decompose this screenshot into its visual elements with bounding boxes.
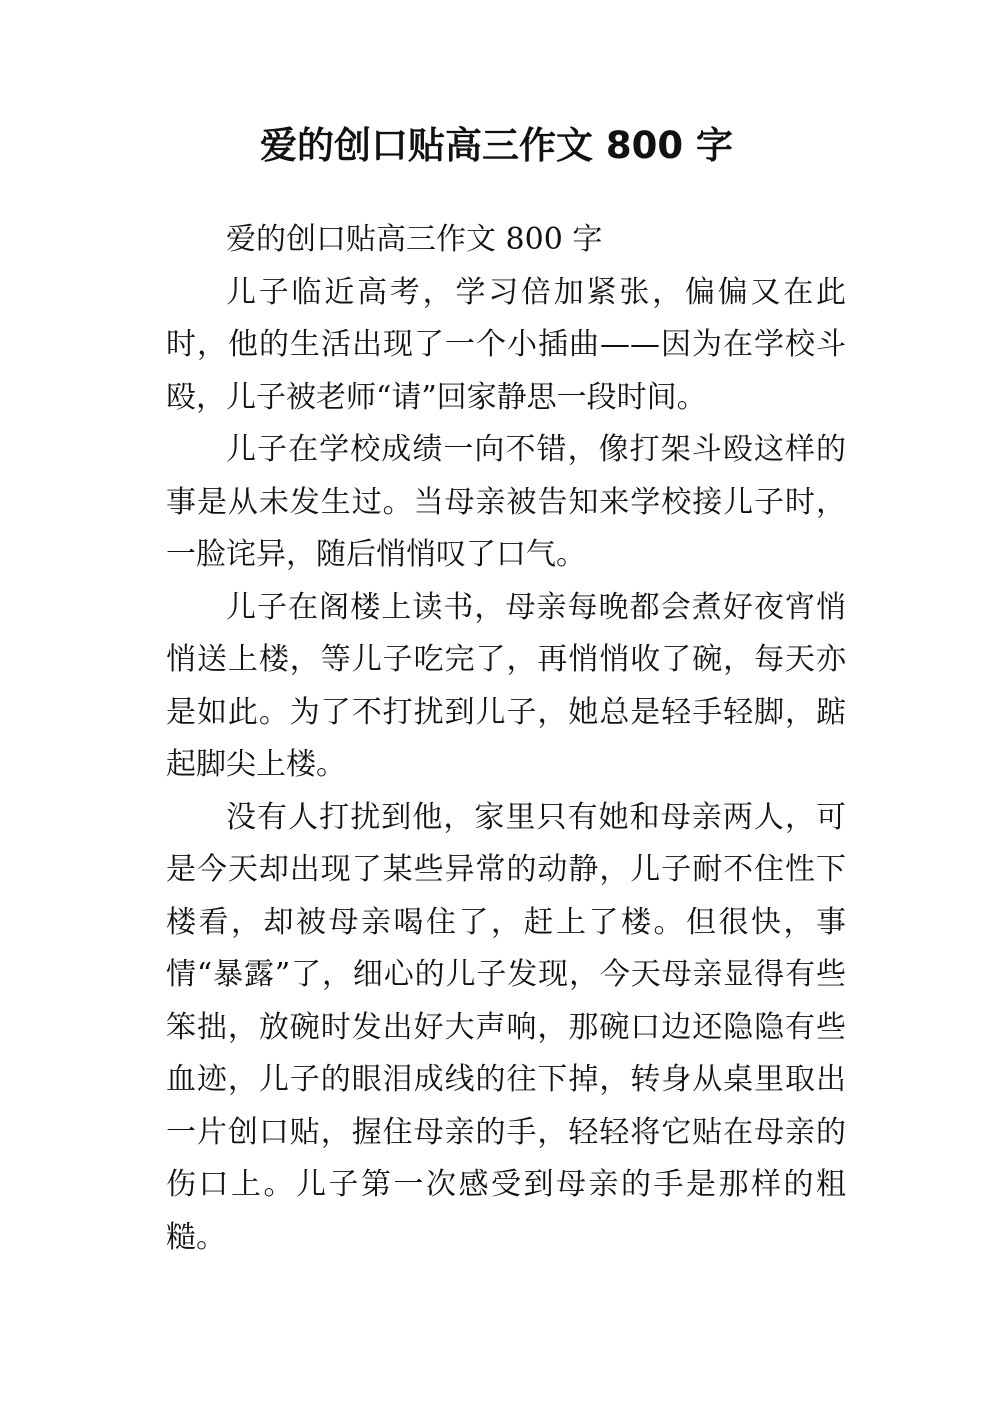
- paragraph: 儿子在学校成绩一向不错，像打架斗殴这样的事是从未发生过。当母亲被告知来学校接儿子时，一脸诧异，随后悄悄叹了口气。: [166, 432, 846, 572]
- paragraph: 没有人打扰到他，家里只有她和母亲两人，可是今天却出现了某些异常的动静，儿子耐不住性下楼看，却被母亲喝住了，赶上了楼。但很快，事情“暴露”了，细心的儿子发现，今天母亲显得有些笨拙，放碗时发出好大声响，那碗口边还隐隐有些血迹，儿子的眼泪成线的往下掉，转身从桌里取出一片创口贴，握住母亲的手，轻轻将它贴在母亲的伤口上。儿子第一次感受到母亲的手是那样的粗糙。: [166, 799, 846, 1255]
- paragraph: 儿子临近高考，学习倍加紧张，偏偏又在此时，他的生活出现了一个小插曲——因为在学校斗殴，儿子被老师“请”回家静思一段时间。: [166, 274, 846, 415]
- document-body: [166, 214, 846, 1264]
- paragraph-subtitle: 爱的创口贴高三作文 800 字: [226, 222, 603, 257]
- document-title: 爱的创口贴高三作文 800 字: [260, 124, 733, 167]
- paragraph: 儿子在阁楼上读书，母亲每晚都会煮好夜宵悄悄送上楼，等儿子吃完了，再悄悄收了碗，每天亦是如此。为了不打扰到儿子，她总是轻手轻脚，踮起脚尖上楼。: [166, 589, 846, 782]
